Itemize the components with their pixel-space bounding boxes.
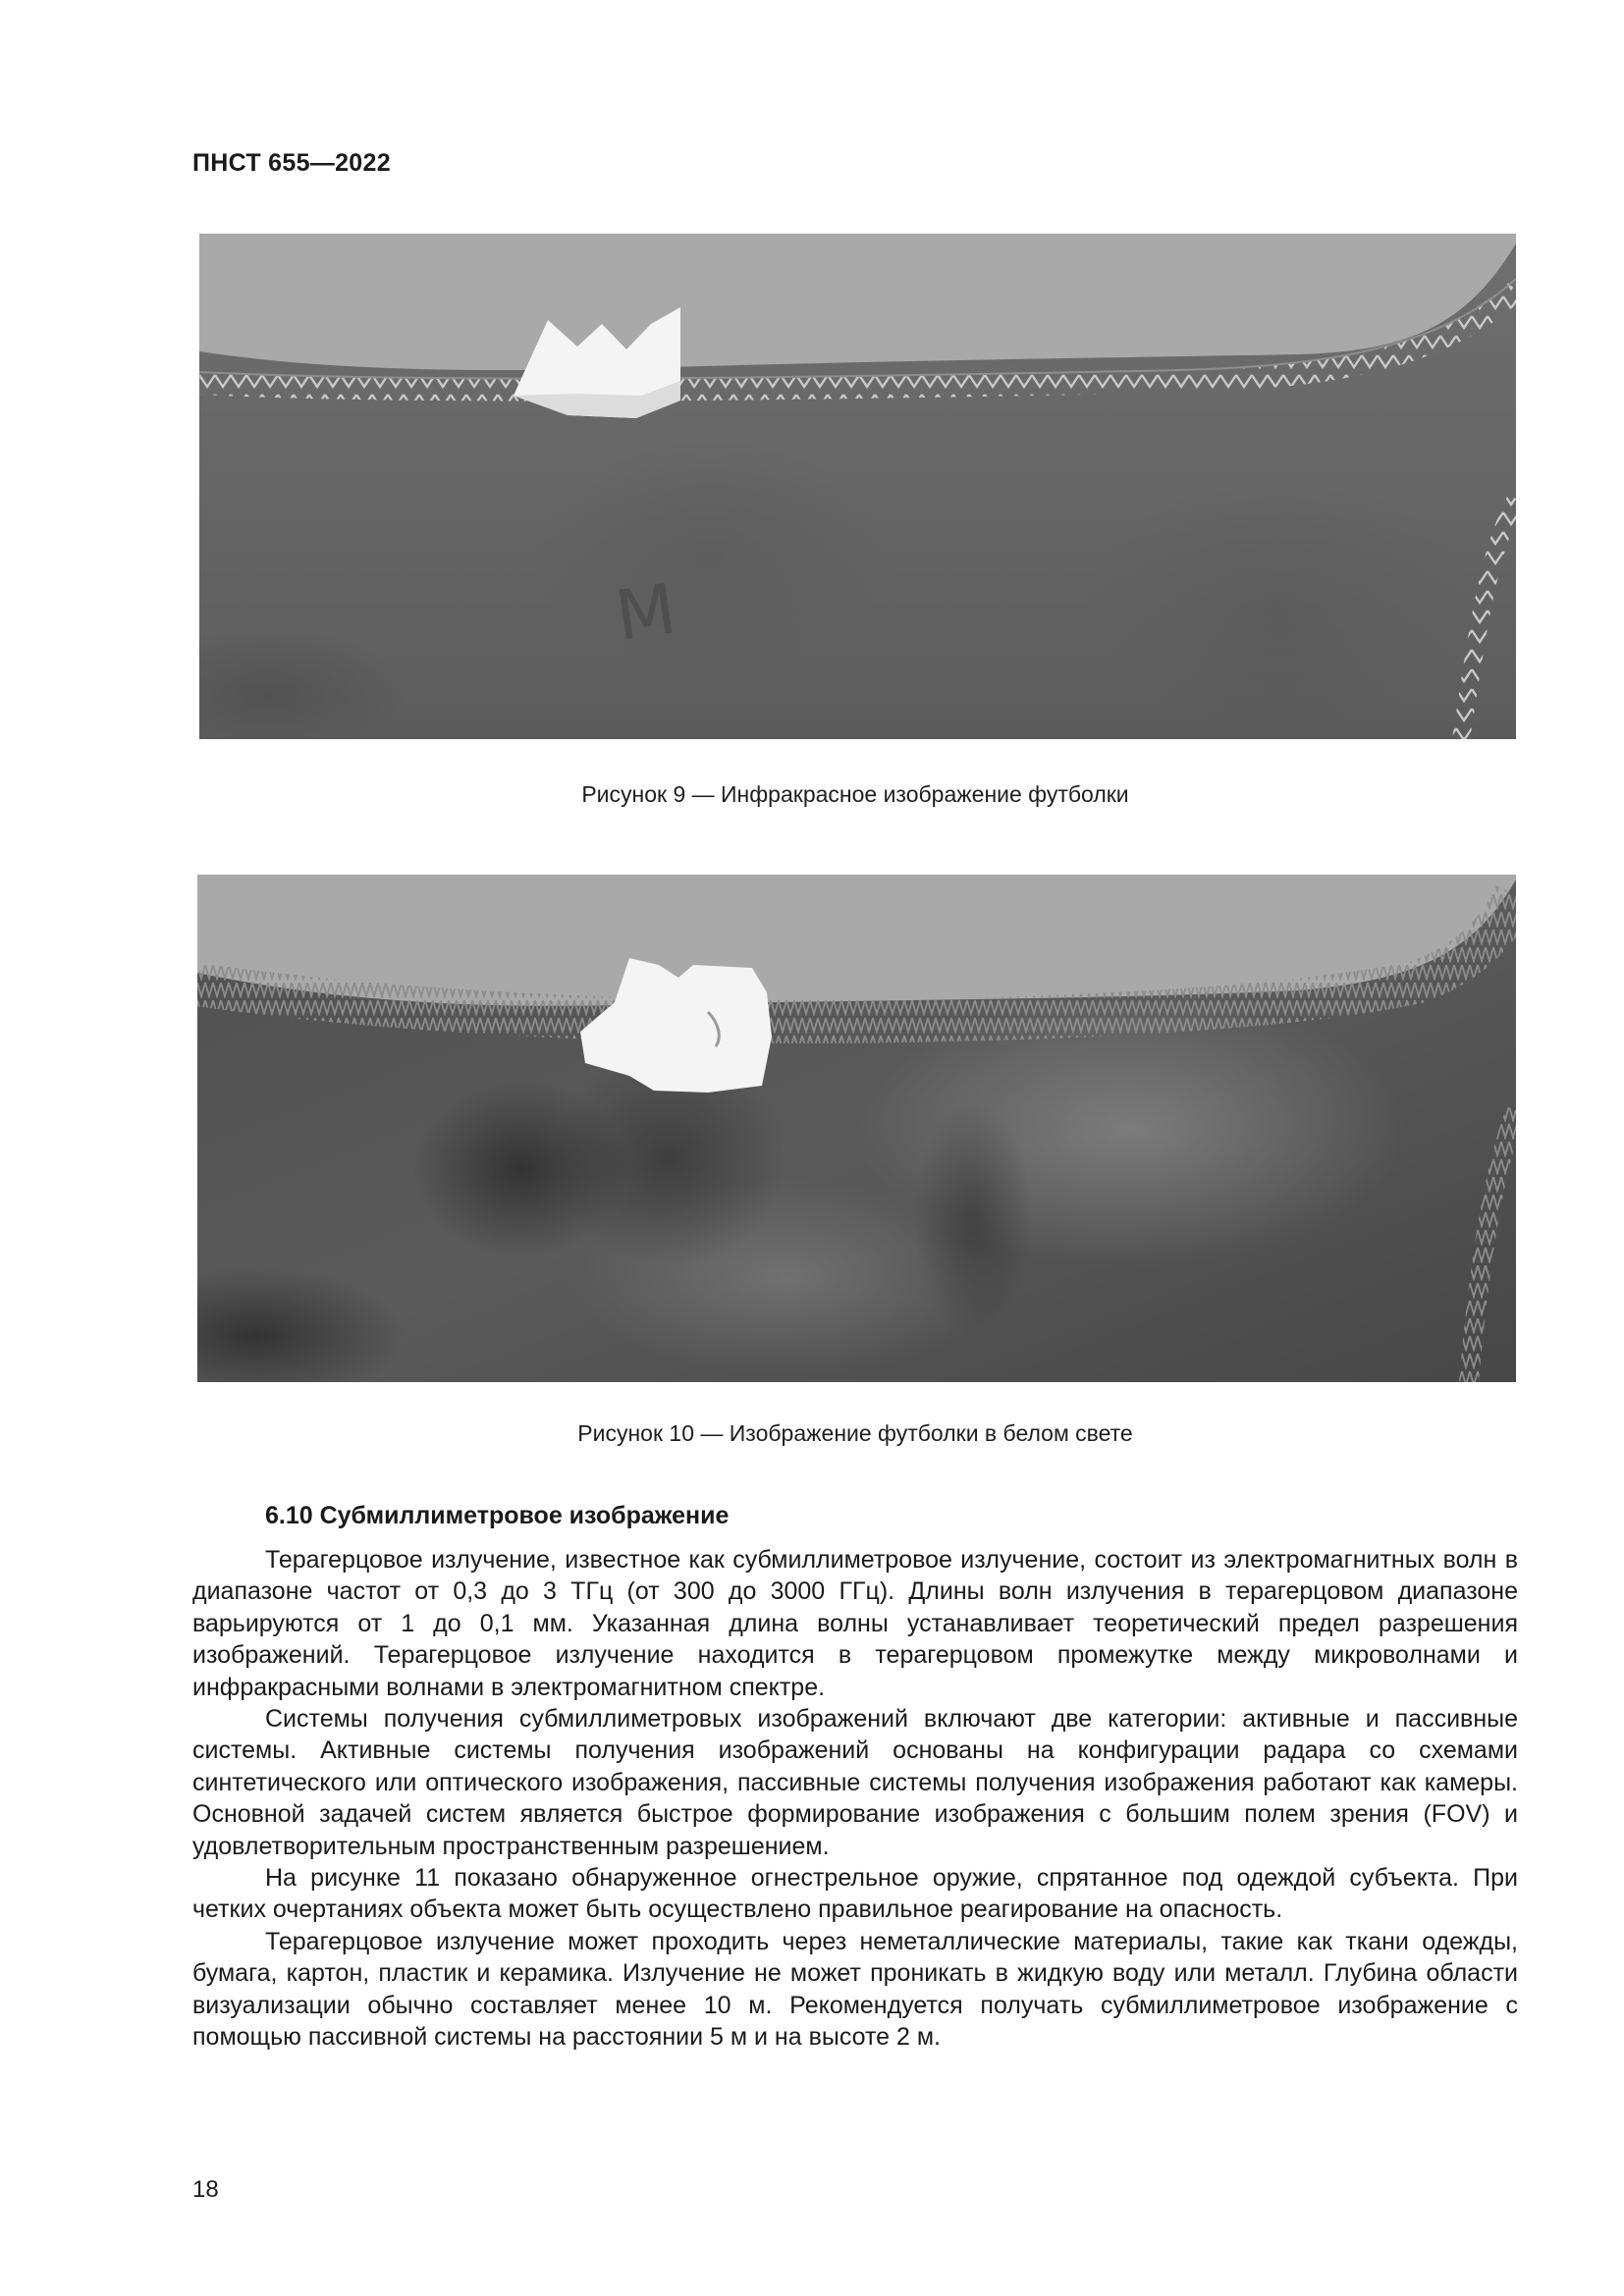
- svg-text:M: M: [611, 568, 681, 657]
- document-id: ПНСТ 655—2022: [192, 149, 391, 177]
- figure-9-caption: Рисунок 9 — Инфракрасное изображение футболки: [581, 781, 1129, 807]
- section-heading: 6.10 Субмиллиметровое изображение: [265, 1502, 730, 1529]
- figure-10-white-light-tshirt-photo: [197, 875, 1516, 1382]
- paragraph: Системы получения субмиллиметровых изображений включают две категории: активные и пассивные системы. Активные системы получения изображений основаны на конфигурации радара со схемами синтетического или оптического изображения, пассивные системы получения изображения работают как камеры. Основной задачей систем является быстрое формирование изображения с большим полем зрения (FOV) и удовлетворительным пространственным разрешением.: [192, 1705, 1518, 1860]
- figure-9-infrared-tshirt-photo: [199, 234, 1516, 739]
- section-body: [192, 1544, 1518, 2054]
- page-number: 18: [192, 2176, 219, 2203]
- paragraph: На рисунке 11 показано обнаруженное огнестрельное оружие, спрятанное под одеждой субъекта. При четких очертаниях объекта может быть осуществлено правильное реагирование на опасность.: [192, 1864, 1518, 1924]
- paragraph: Терагерцовое излучение, известное как субмиллиметровое излучение, состоит из электромагнитных волн в диапазоне частот от 0,3 до 3 ТГц (от 300 до 3000 ГГц). Длины волн излучения в терагерцовом диапазоне варьируются от 1 до 0,1 мм. Указанная длина волны устанавливает теоретический предел разрешения изображений. Терагерцовое излучение находится в терагерцовом промежутке между микроволнами и инфракрасными волнами в электромагнитном спектре.: [192, 1546, 1518, 1701]
- paragraph: Терагерцовое излучение может проходить через неметаллические материалы, такие как ткани одежды, бумага, картон, пластик и керамика. Излучение не может проникать в жидкую воду или металл. Глубина области визуализации обычно составляет менее 10 м. Рекомендуется получать субмиллиметровое изображение с помощью пассивной системы на расстоянии 5 м и на высоте 2 м.: [192, 1927, 1518, 2052]
- figure-10-caption: Рисунок 10 — Изображение футболки в белом свете: [577, 1420, 1133, 1446]
